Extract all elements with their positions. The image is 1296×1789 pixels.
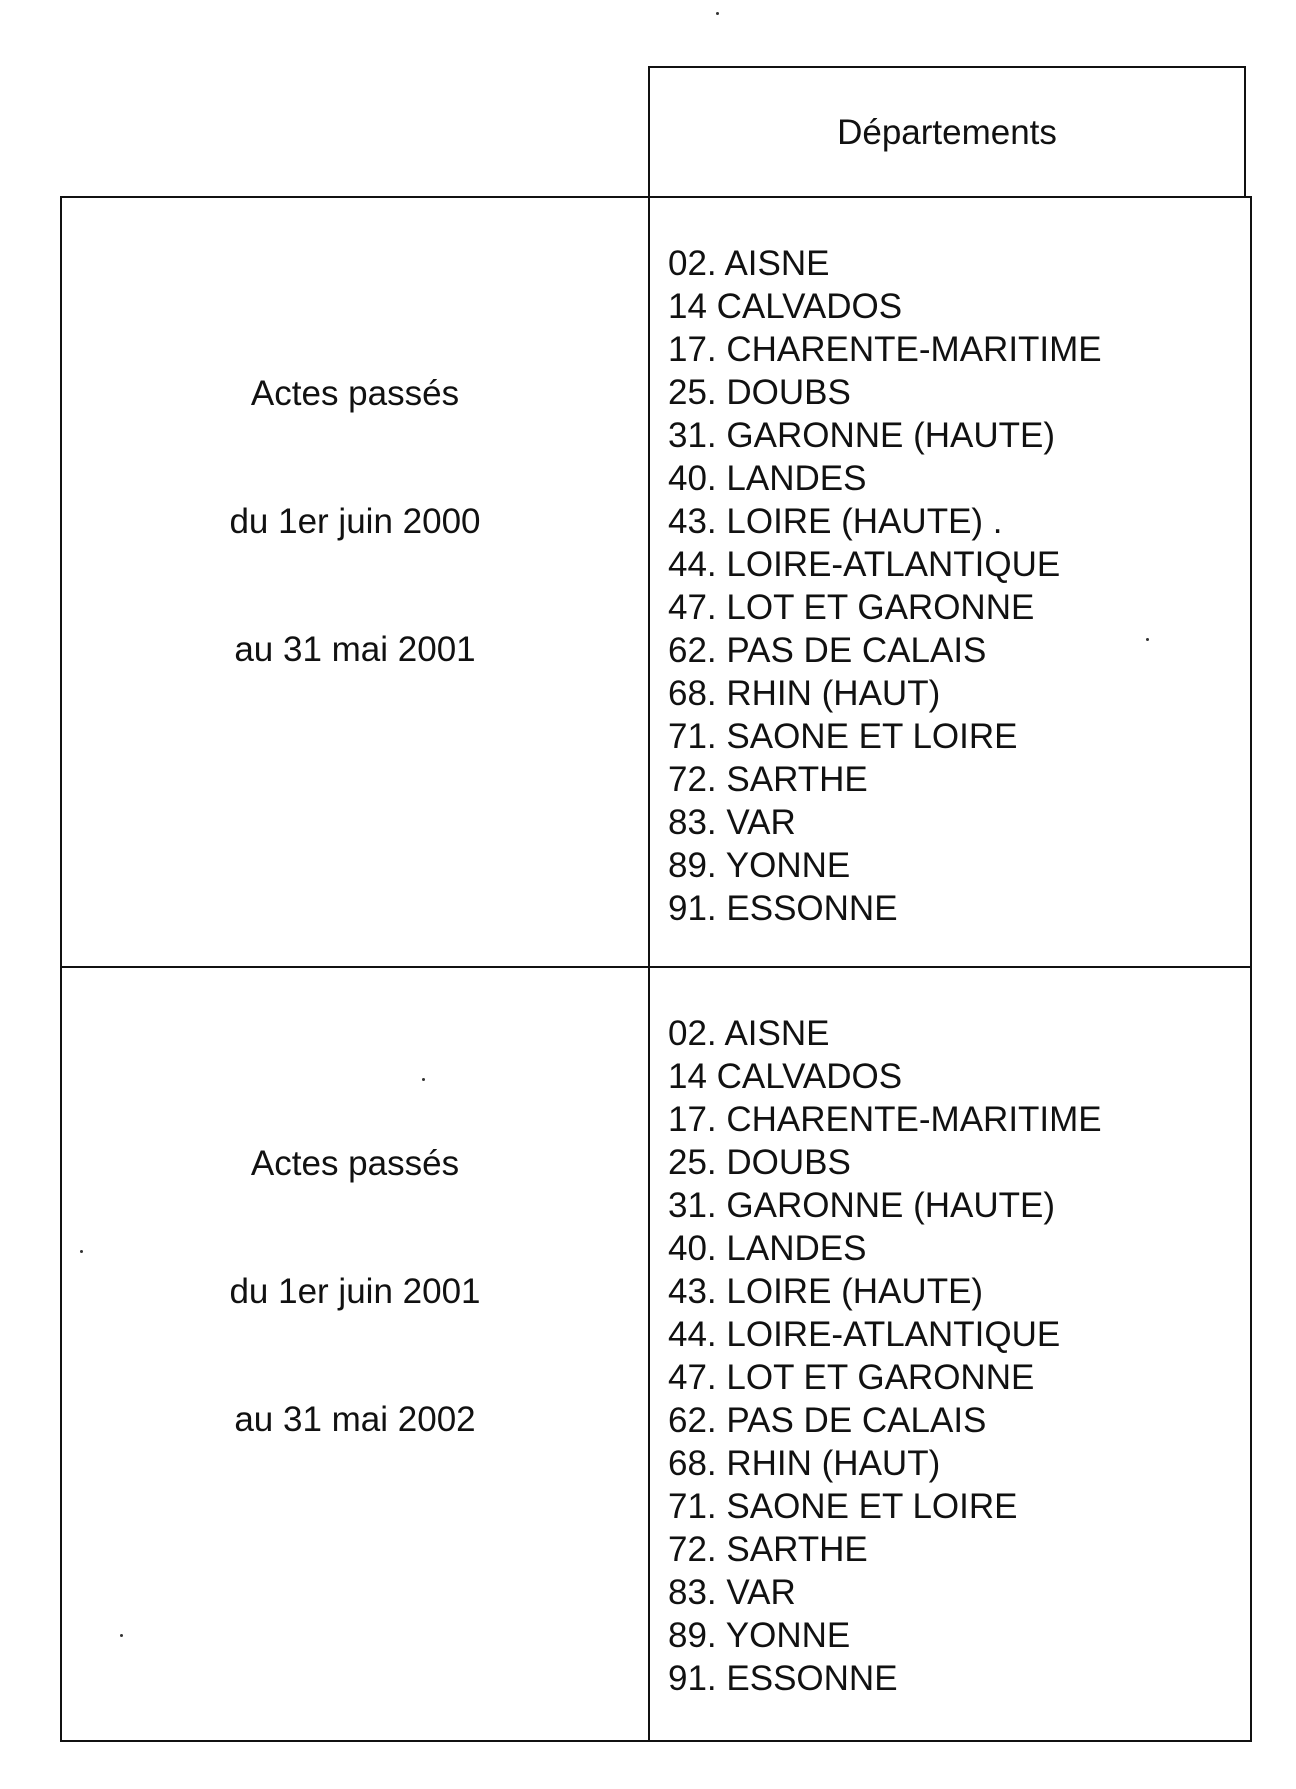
list-item: 31. GARONNE (HAUTE) — [668, 416, 1055, 455]
list-item: 14 CALVADOS — [668, 287, 903, 326]
list-item: 83. VAR — [668, 803, 796, 842]
list-item: 83. VAR — [668, 1573, 796, 1612]
list-item: 44. LOIRE-ATLANTIQUE — [668, 1315, 1061, 1354]
list-item: 72. SARTHE — [668, 1530, 868, 1569]
list-item: 31. GARONNE (HAUTE) — [668, 1186, 1055, 1225]
list-item: 02. AISNE — [668, 1014, 830, 1053]
departements-cell — [650, 968, 1250, 1740]
list-item: 43. LOIRE (HAUTE) — [668, 1272, 984, 1311]
scan-speck — [716, 12, 719, 15]
list-item: 71. SAONE ET LOIRE — [668, 1487, 1018, 1526]
period-title: Actes passés — [250, 1144, 460, 1183]
period-start: du 1er juin 2001 — [229, 1272, 481, 1311]
table-row — [62, 198, 1250, 968]
departement-list — [668, 1012, 1102, 1700]
period-cell — [62, 198, 650, 966]
departements-header: Départements — [837, 112, 1057, 152]
departements-table — [60, 196, 1252, 1742]
period-title: Actes passés — [250, 374, 460, 413]
period-end: au 31 mai 2002 — [234, 1400, 476, 1439]
list-item: 25. DOUBS — [668, 1143, 851, 1182]
list-item: 44. LOIRE-ATLANTIQUE — [668, 545, 1061, 584]
list-item: 62. PAS DE CALAIS — [668, 1401, 987, 1440]
list-item: 40. LANDES — [668, 1229, 867, 1268]
list-item: 17. CHARENTE-MARITIME — [668, 1100, 1102, 1139]
departement-list — [668, 242, 1102, 930]
list-item: 68. RHIN (HAUT) — [668, 1444, 941, 1483]
list-item: 89. YONNE — [668, 1616, 851, 1655]
list-item: 72. SARTHE — [668, 760, 868, 799]
list-item: 68. RHIN (HAUT) — [668, 674, 941, 713]
list-item: 47. LOT ET GARONNE — [668, 1358, 1035, 1397]
list-item: 25. DOUBS — [668, 373, 851, 412]
list-item: 62. PAS DE CALAIS — [668, 631, 987, 670]
period-start: du 1er juin 2000 — [229, 502, 481, 541]
departements-header-cell — [648, 66, 1246, 196]
list-item: 47. LOT ET GARONNE — [668, 588, 1035, 627]
table-row — [62, 968, 1250, 1740]
list-item: 43. LOIRE (HAUTE) . — [668, 502, 1003, 541]
list-item: 02. AISNE — [668, 244, 830, 283]
departements-cell — [650, 198, 1250, 966]
list-item: 71. SAONE ET LOIRE — [668, 717, 1018, 756]
list-item: 91. ESSONNE — [668, 889, 898, 928]
list-item: 17. CHARENTE-MARITIME — [668, 330, 1102, 369]
list-item: 89. YONNE — [668, 846, 851, 885]
period-end: au 31 mai 2001 — [234, 630, 476, 669]
list-item: 14 CALVADOS — [668, 1057, 903, 1096]
period-cell — [62, 968, 650, 1740]
list-item: 91. ESSONNE — [668, 1659, 898, 1698]
list-item: 40. LANDES — [668, 459, 867, 498]
